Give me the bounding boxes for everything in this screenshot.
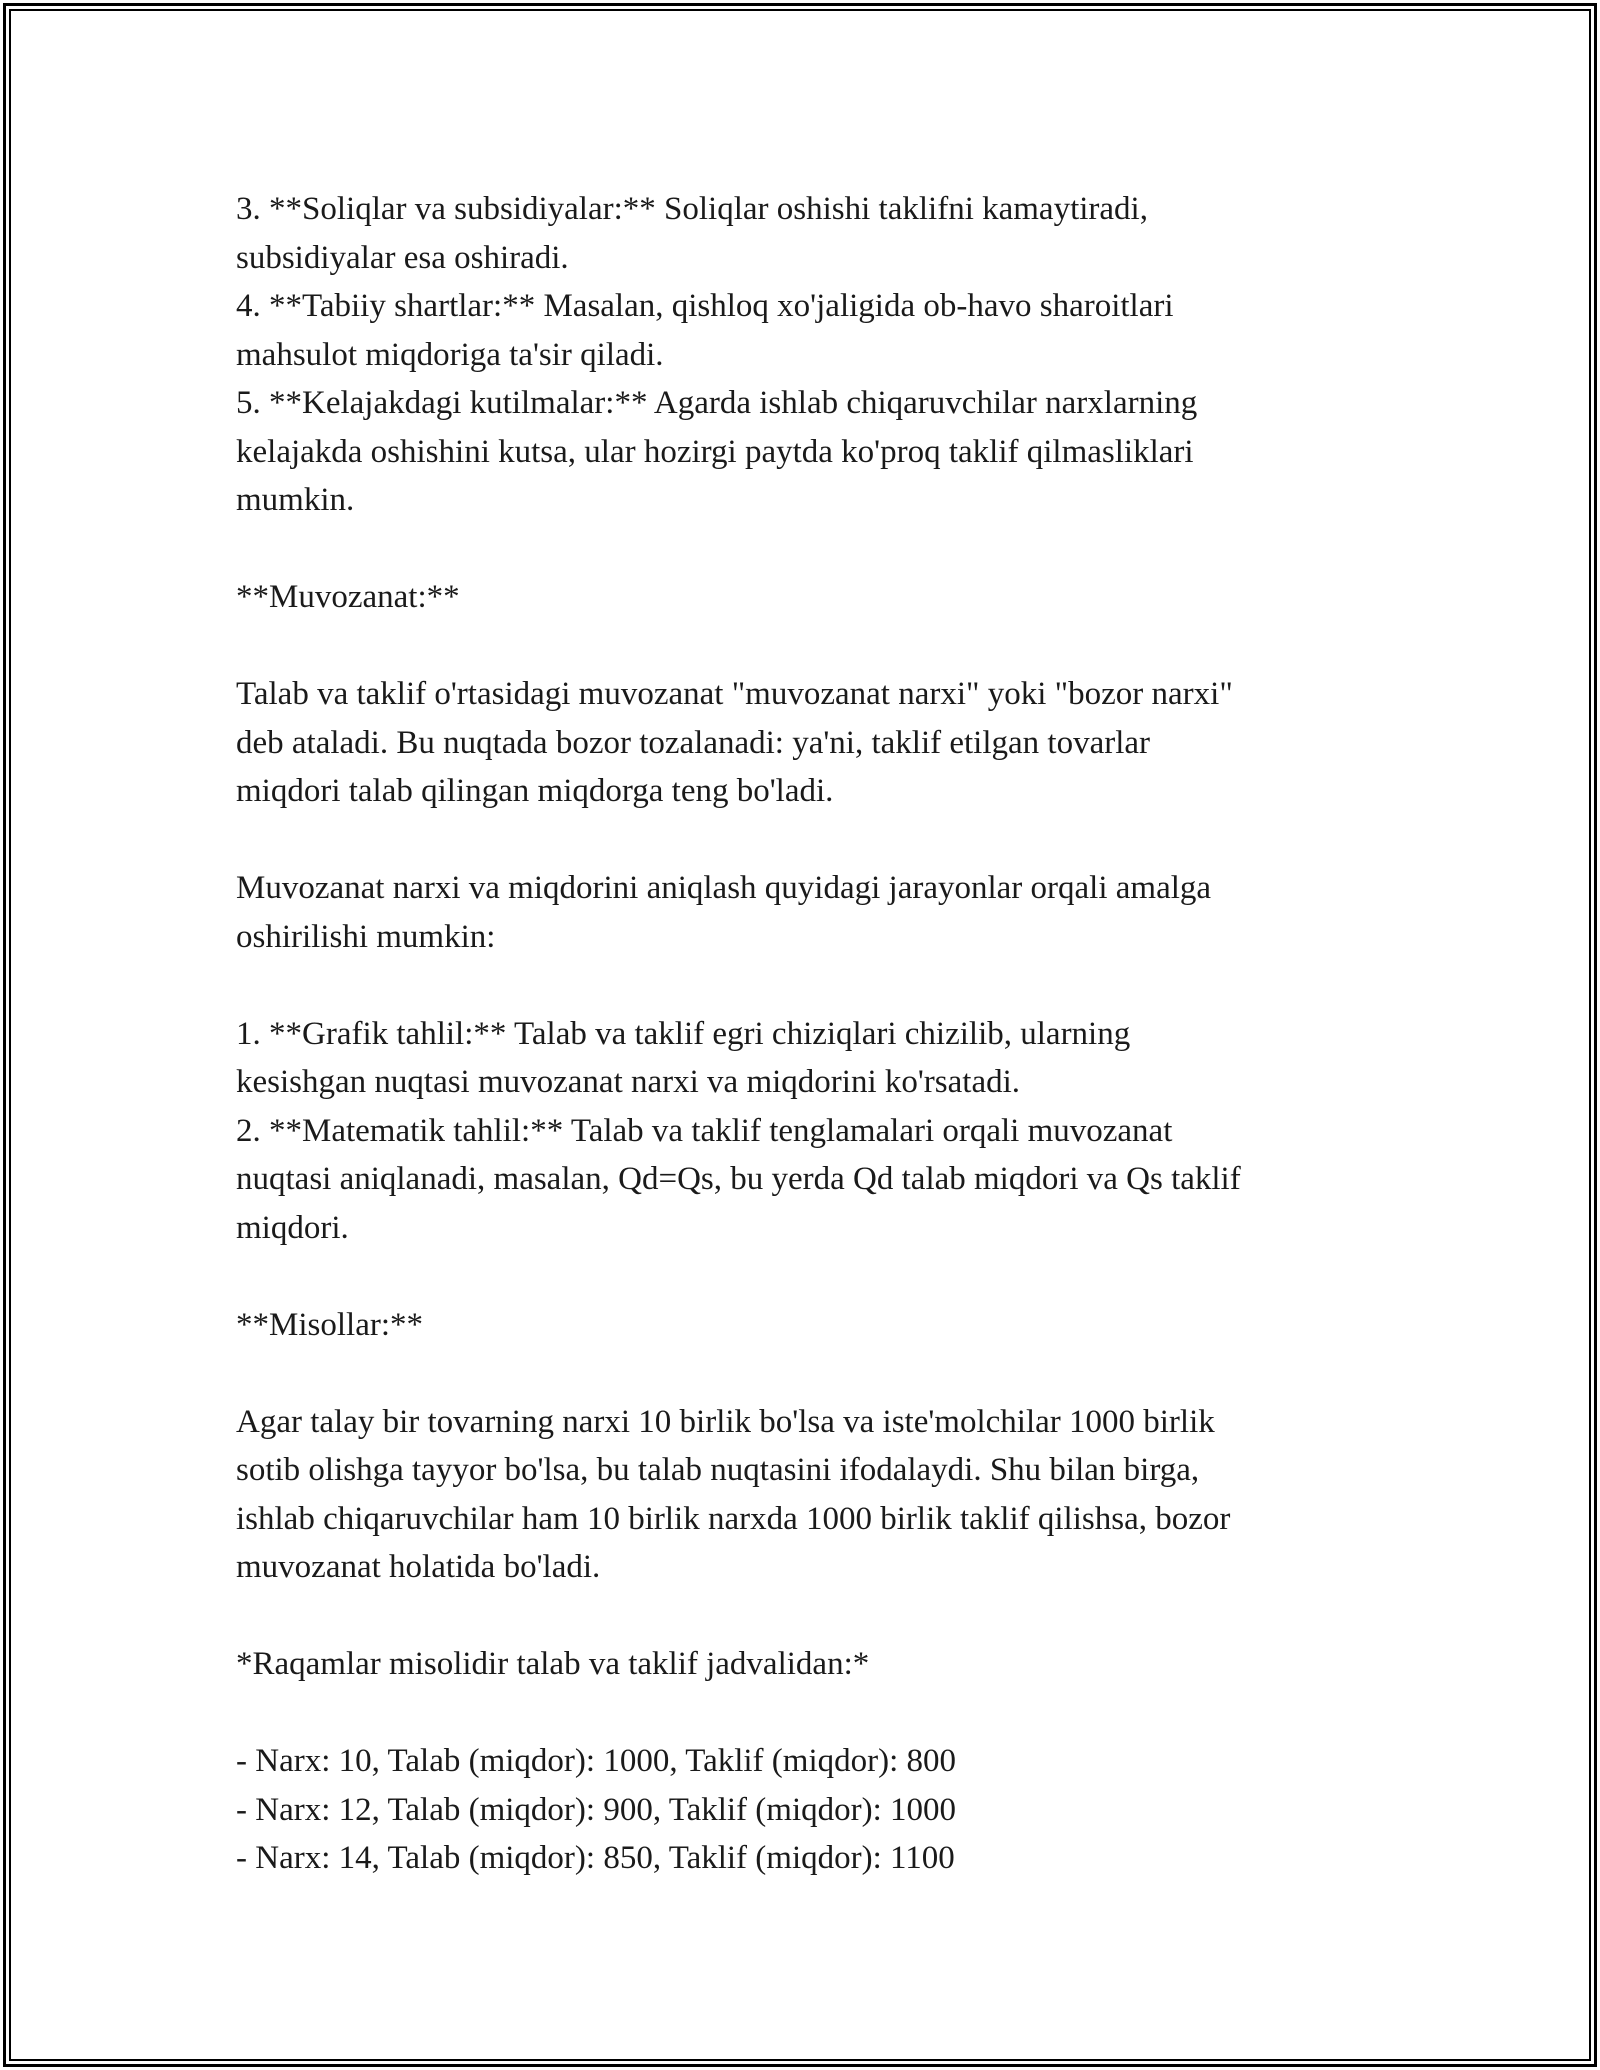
text-line: 3. **Soliqlar va subsidiyalar:** Soliqlar oshishi taklifni kamaytiradi,: [236, 191, 1148, 227]
text-line: Talab va taklif o'rtasidagi muvozanat "muvozanat narxi" yoki "bozor narxi": [236, 676, 1233, 712]
list-item: - Narx: 10, Talab (miqdor): 1000, Taklif (miqdor): 800: [236, 1743, 957, 1779]
methods-list: [236, 1010, 1376, 1253]
text-line: kesishgan nuqtasi muvozanat narxi va miqdorini ko'rsatadi.: [236, 1064, 1021, 1100]
supply-factors-list: [236, 185, 1376, 525]
list-item: - Narx: 12, Talab (miqdor): 900, Taklif (miqdor): 1000: [236, 1791, 957, 1828]
text-line: 5. **Kelajakdagi kutilmalar:** Agarda ishlab chiqaruvchilar narxlarning: [236, 385, 1198, 421]
paragraph-gap: [236, 1592, 1376, 1641]
text-line: 2. **Matematik tahlil:** Talab va taklif tenglamalari orqali muvozanat: [236, 1112, 1173, 1149]
text-line: kelajakda oshishini kutsa, ular hozirgi paytda ko'proq taklif qilmasliklari: [236, 433, 1194, 470]
paragraph-gap: [236, 1252, 1376, 1301]
document-body: [236, 185, 1376, 1883]
text-line: 1. **Grafik tahlil:** Talab va taklif egri chiziqlari chizilib, ularning: [236, 1015, 1131, 1052]
text-line: Muvozanat narxi va miqdorini aniqlash quyidagi jarayonlar orqali amalga: [236, 870, 1212, 906]
text-line: miqdori.: [236, 1209, 349, 1246]
equilibrium-paragraph: [236, 670, 1376, 816]
list-item: [236, 1107, 1376, 1253]
text-line: subsidiyalar esa oshiradi.: [236, 239, 569, 276]
text-line: 4. **Tabiiy shartlar:** Masalan, qishloq xo'jaligida ob-havo sharoitlari: [236, 288, 1174, 324]
text-line: muvozanat holatida bo'ladi.: [236, 1549, 601, 1585]
text-line: sotib olishga tayyor bo'lsa, bu talab nuqtasini ifodalaydi. Shu bilan birga,: [236, 1452, 1200, 1488]
list-item: [236, 379, 1376, 525]
text-line: mumkin.: [236, 482, 355, 518]
paragraph-gap: [236, 961, 1376, 1010]
text-line: miqdori talab qilingan miqdorga teng bo'ladi.: [236, 773, 834, 809]
paragraph-gap: [236, 1689, 1376, 1738]
text-line: ishlab chiqaruvchilar ham 10 birlik narxda 1000 birlik taklif qilishsa, bozor: [236, 1500, 1231, 1537]
methods-intro-paragraph: [236, 864, 1376, 961]
demand-supply-rows: [236, 1737, 1376, 1883]
text-line: nuqtasi aniqlanadi, masalan, Qd=Qs, bu yerda Qd talab miqdori va Qs taklif: [236, 1161, 1241, 1197]
list-item: - Narx: 14, Talab (miqdor): 850, Taklif (miqdor): 1100: [236, 1840, 955, 1876]
list-item: [236, 282, 1376, 379]
table-heading: *Raqamlar misolidir talab va taklif jadvalidan:*: [236, 1646, 870, 1682]
list-item: [236, 1010, 1376, 1107]
paragraph-gap: [236, 816, 1376, 865]
text-line: mahsulot miqdoriga ta'sir qiladi.: [236, 336, 664, 373]
text-line: Agar talay bir tovarning narxi 10 birlik bo'lsa va iste'molchilar 1000 birlik: [236, 1403, 1215, 1440]
paragraph-gap: [236, 622, 1376, 671]
paragraph-gap: [236, 1349, 1376, 1398]
text-line: oshirilishi mumkin:: [236, 918, 496, 955]
text-line: deb ataladi. Bu nuqtada bozor tozalanadi: ya'ni, taklif etilgan tovarlar: [236, 724, 1151, 761]
examples-paragraph: [236, 1398, 1376, 1592]
paragraph-gap: [236, 525, 1376, 574]
list-item: [236, 185, 1376, 282]
equilibrium-heading: **Muvozanat:**: [236, 579, 460, 615]
examples-heading: **Misollar:**: [236, 1306, 423, 1343]
